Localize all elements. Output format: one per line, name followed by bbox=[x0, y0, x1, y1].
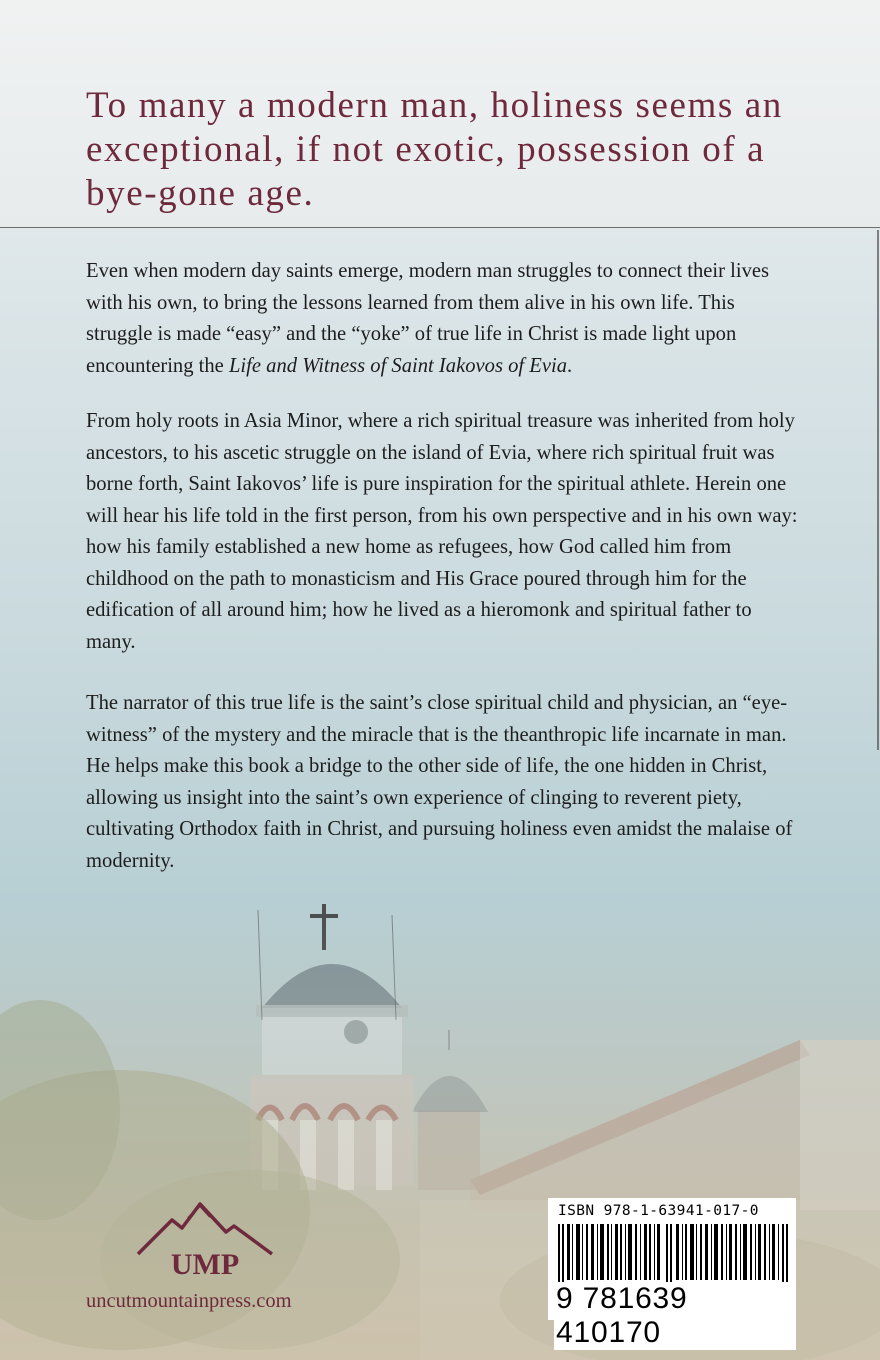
publisher-website[interactable]: uncutmountainpress.com bbox=[86, 1290, 292, 1312]
spine-edge bbox=[877, 230, 879, 750]
paragraph-1-end: . bbox=[567, 354, 573, 377]
publisher-logo bbox=[130, 1196, 280, 1284]
paragraph-3: The narrator of this true life is the saint’s close spiritual child and physician, an “eye-witness” of the mystery and the miracle that is the theanthropic life incarnate in man. He helps make this book a bridge to the other side of life, the one hidden in Christ, allowing us insight into the saint’s own experience of clinging to reverent piety, cultivating Orthodox faith in Christ, and pursuing holiness even amidst the malaise of modernity. bbox=[86, 692, 793, 872]
barcode bbox=[548, 1198, 796, 1349]
publisher-logo-text: UMP bbox=[170, 1248, 240, 1281]
ean-digits: 9 781639 410170 bbox=[554, 1282, 796, 1350]
paragraph-1-text: Even when modern day saints emerge, modern man struggles to connect their lives with his own, to bring the lessons learned from them alive in his own life. This struggle is made “easy” and the “yoke” of true life in Christ is made light upon encountering the bbox=[86, 260, 770, 377]
isbn-label: ISBN 978-1-63941-017-0 bbox=[558, 1203, 759, 1219]
barcode-bars bbox=[556, 1224, 790, 1288]
paragraph-1 bbox=[86, 256, 798, 382]
headline: To many a modern man, holiness seems an exceptional, if not exotic, possession of a bye-gone age. bbox=[86, 85, 783, 214]
divider bbox=[0, 227, 880, 228]
book-title: Life and Witness of Saint Iakovos of Evia bbox=[228, 354, 568, 377]
paragraph-2: From holy roots in Asia Minor, where a rich spiritual treasure was inherited from holy ancestors, to his ascetic struggle on the island of Evia, where rich spiritual fruit was borne forth, Saint Iakovos’ life is pure inspiration for the spiritual athlete. Herein one will hear his life told in the first person, from his own perspective and in his own way: how his family established a new home as refugees, how God called him from childhood on the path to monasticism and His Grace poured through him for the edification of all around him; how he lived as a hieromonk and spiritual father to many. bbox=[86, 410, 798, 653]
